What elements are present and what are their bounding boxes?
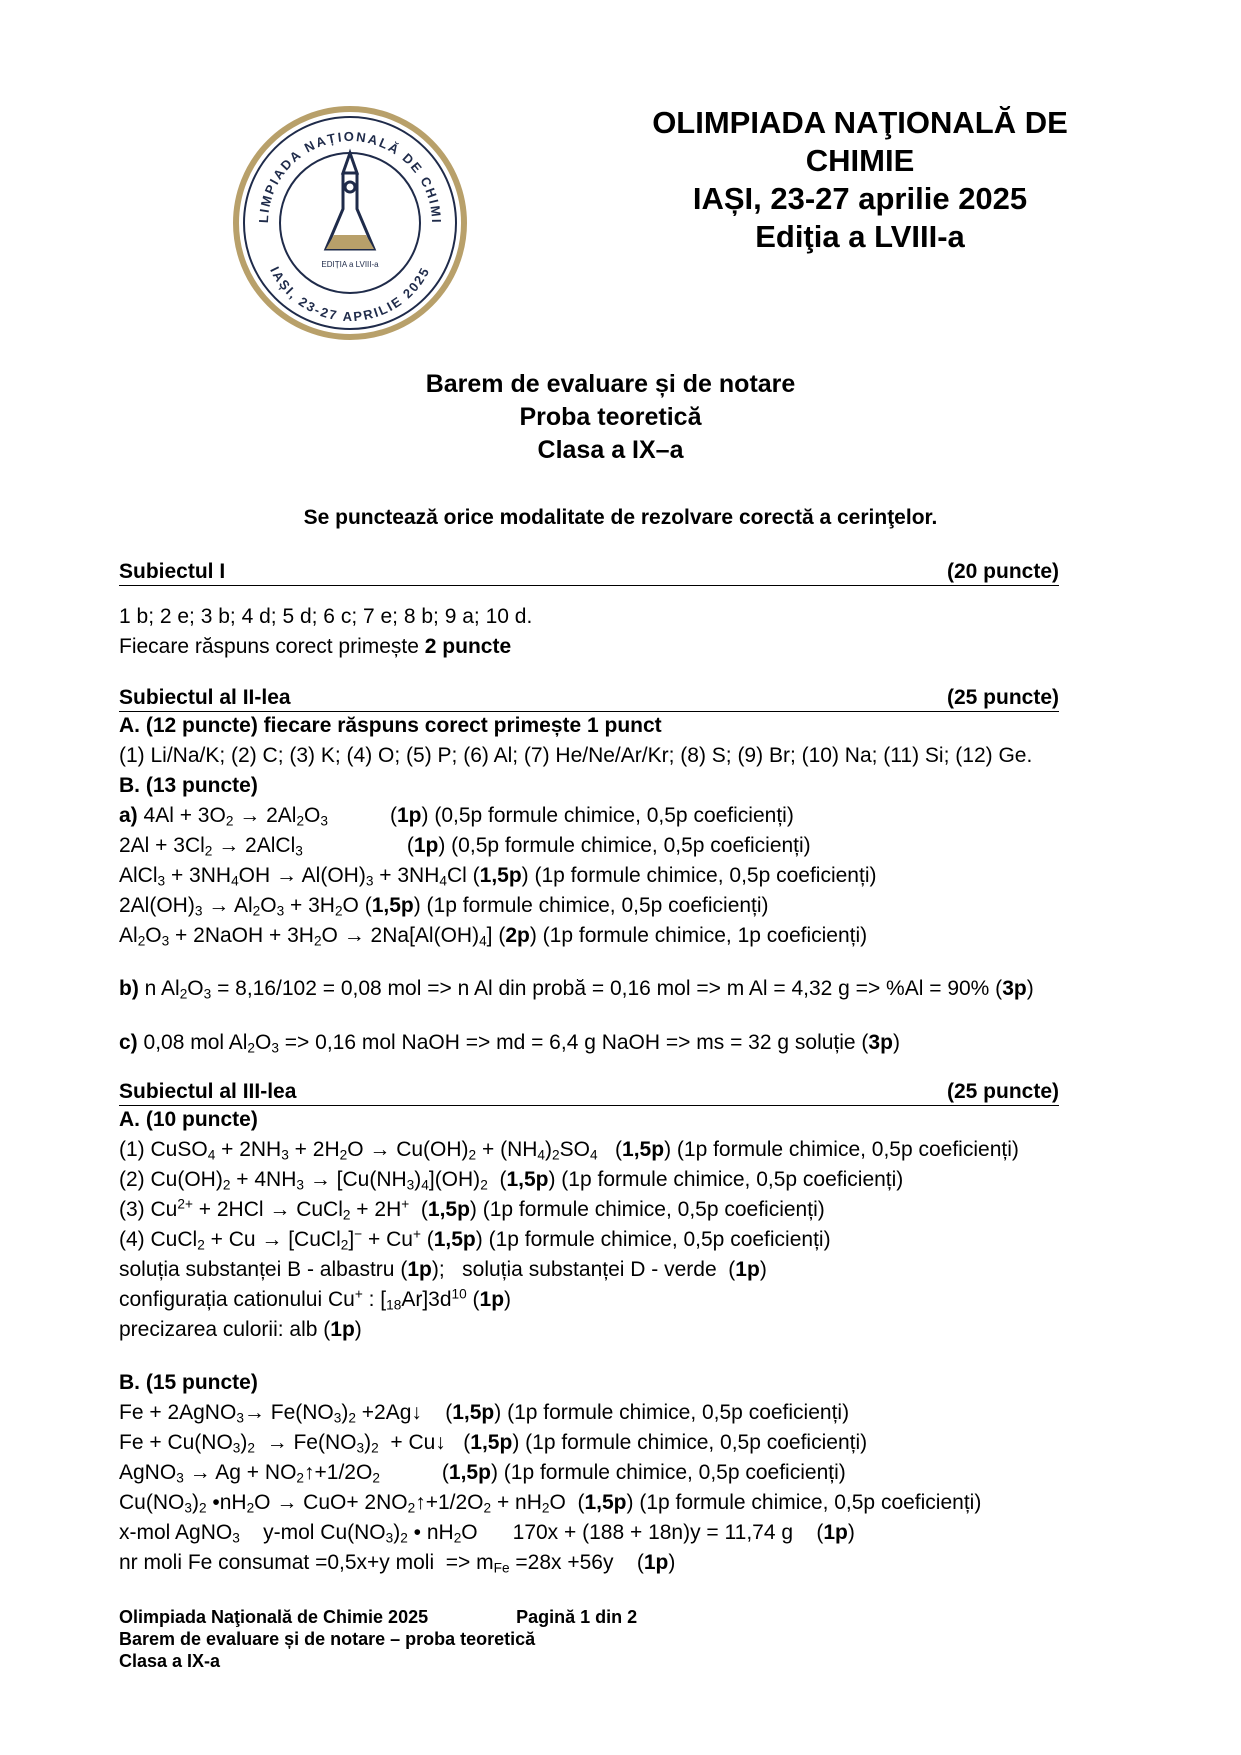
equation-line: $Al_2O_3$ + 2NaOH + $3H_2O \to 2Na[Al(OH)_4]$ (2p) (1p formule chimice, 1p coeficienți) [119, 924, 868, 949]
title-line: CHIMIE [805, 143, 915, 178]
olympiad-logo [232, 105, 468, 341]
footer-line: Barem de evaluare și de notare – proba teoretică [119, 1629, 536, 1649]
equation-line: (2) $Cu(OH)_2 + 4NH_3 \to [Cu(NH_3)_4](OH)_2$ (1,5p) (1p formule chimice, 0,5p coeficienți) [119, 1168, 904, 1193]
page-footer [119, 1606, 637, 1672]
title-line: OLIMPIADA NAŢIONALĂ DE [652, 105, 1068, 140]
grading-instruction: Se punctează orice modalitate de rezolvare corectă a cerinţelor. [303, 506, 938, 529]
page-header-title [610, 104, 1110, 256]
svg-text:OLIMPIADA NAȚIONALĂ DE CHIMIE: LIMPIADA NAȚIONALĂ DE CHIMI [255, 129, 445, 225]
s2-b-header: B. (13 puncte) [119, 774, 258, 797]
title-line: Ediţia a LVIII-a [755, 219, 965, 254]
s2-a-answers: (1) Li/Na/K; (2) C; (3) K; (4) O; (5) P; (6) Al; (7) He/Ne/Ar/Kr; (8) S; (9) Br; (10) Na; (11) Si; (12) Ge. [119, 744, 1033, 767]
footer-line: Olimpiada Naţională de Chimie 2025 Pagină 1 din 2 [119, 1607, 638, 1627]
equation-line: (3) $Cu^{2+} + 2HCl$ → CuCl$_2$ + 2H+ (1,5p) (1p formule chimice, 0,5p coeficienți) [119, 1196, 825, 1223]
equation-line: AgNO$_3$ → $Ag + NO_2↑+1/2O_2$ (1,5p) (1p formule chimice, 0,5p coeficienți) [119, 1461, 846, 1486]
text-line: configurația cationului Cu+ : $[_{18}Ar]3d^{10}$ (1p) [119, 1286, 512, 1313]
equation-line: $2Al(OH)_3 \to Al_2O_3 + 3H_2O$ (1,5p) (1p formule chimice, 0,5p coeficienți) [119, 894, 769, 919]
section-rule [119, 711, 1059, 712]
section-header-1 [119, 560, 1059, 586]
s3-a-header: A. (10 puncte) [119, 1108, 258, 1131]
calc-line: c) 0,08 mol $Al_2O_3 => 0,16$ mol NaOH => md = 6,4 g NaOH => ms = 32 g soluție (3p) [119, 1031, 900, 1056]
section-label: Subiectul I [119, 560, 226, 583]
section-points: (20 puncte) [946, 560, 1059, 583]
equation-line: $Fe + Cu(NO_3)_2 \to Fe(NO_3)_2$ + Cu↓ (1,5p) (1p formule chimice, 0,5p coeficienți) [119, 1431, 868, 1456]
page-number: Pagină 1 din 2 [516, 1607, 638, 1627]
s1-note: Fiecare răspuns corect primește 2 puncte [119, 635, 512, 658]
svg-text:IAȘI, 23-27 APRILIE 2025: IAȘI, 23-27 APRILIE 2025 [267, 263, 433, 325]
equation-line: $Cu(NO_3)_2$ $•nH_2O \to CuO+$ $2NO_2↑+1/2O_2 + nH_2O$ (1,5p) (1p formule chimice, 0,5p coeficienți) [119, 1491, 982, 1516]
equation-line: Fe + 2AgNO$_3$→ $Fe(NO_3)_2$ +2Ag↓ (1,5p) (1p formule chimice, 0,5p coeficienți) [119, 1401, 850, 1426]
section-points: (25 puncte) [946, 686, 1059, 709]
doc-title-line: Barem de evaluare și de notare [425, 370, 796, 398]
section-points: (25 puncte) [946, 1080, 1059, 1103]
s1-answers: 1 b; 2 e; 3 b; 4 d; 5 d; 6 c; 7 e; 8 b; 9 a; 10 d. [119, 605, 533, 628]
equation-line: AlCl$_3$ + $3NH_4OH \to Al(OH)_3 + 3NH_4Cl$ (1,5p) (1p formule chimice, 0,5p coeficienți) [119, 864, 877, 889]
section-label: Subiectul al III-lea [119, 1080, 297, 1103]
equation-line: (4) CuCl$_2$ + Cu → [CuCl$_2$]− + Cu+ (1,5p) (1p formule chimice, 0,5p coeficienți) [119, 1226, 831, 1253]
text-line: soluția substanței B - albastru (1p); soluția substanței D - verde (1p) [119, 1258, 767, 1281]
section-header-2 [119, 686, 1059, 712]
equation-line: $2Al + 3Cl_2$ → 2AlCl$_3$ (1p) (0,5p formule chimice, 0,5p coeficienți) [119, 834, 811, 859]
section-label: Subiectul al II-lea [119, 686, 291, 709]
footer-line: Clasa a IX-a [119, 1651, 221, 1671]
equation-line: a) $4Al + 3O_2 \to 2Al_2O_3$ (1p) (0,5p formule chimice, 0,5p coeficienți) [119, 804, 794, 829]
document-title [0, 368, 1231, 467]
title-line: IAȘI, 23-27 aprilie 2025 [692, 181, 1028, 216]
calc-line: x-mol AgNO$_3$ y-mol $Cu(NO_3)_2$ • $nH_2O$ 170x + (188 + 18n)y = 11,74 g (1p) [119, 1521, 855, 1546]
doc-title-line: Proba teoretică [519, 403, 702, 431]
text-line: precizarea culorii: alb (1p) [119, 1318, 362, 1341]
s2-a-header: A. (12 puncte) fiecare răspuns corect primește 1 punct [119, 714, 662, 737]
s3-b-header: B. (15 puncte) [119, 1371, 258, 1394]
section-rule [119, 1105, 1059, 1106]
svg-text:EDIȚIA a LVIII-a: EDIȚIA a LVIII-a [321, 260, 379, 269]
equation-line: (1) CuSO$_4$ + $2NH_3 + 2H_2O \to Cu(OH)_2 + (NH_4)_2SO_4$ (1,5p) (1p formule chimice, 0,5p coeficienți) [119, 1138, 1019, 1163]
doc-title-line: Clasa a IX–a [537, 436, 684, 464]
section-header-3 [119, 1080, 1059, 1106]
calc-line: nr moli Fe consumat =0,5x+y moli => $m_{Fe} =28x +56y$ (1p) [119, 1551, 676, 1576]
calc-line: b) n $Al_2O_3 = 8,16/102 = 0,08$ mol => n Al din probă = 0,16 mol => m Al = 4,32 g => %Al = 90% (3p) [119, 977, 1034, 1002]
section-rule [119, 585, 1059, 586]
